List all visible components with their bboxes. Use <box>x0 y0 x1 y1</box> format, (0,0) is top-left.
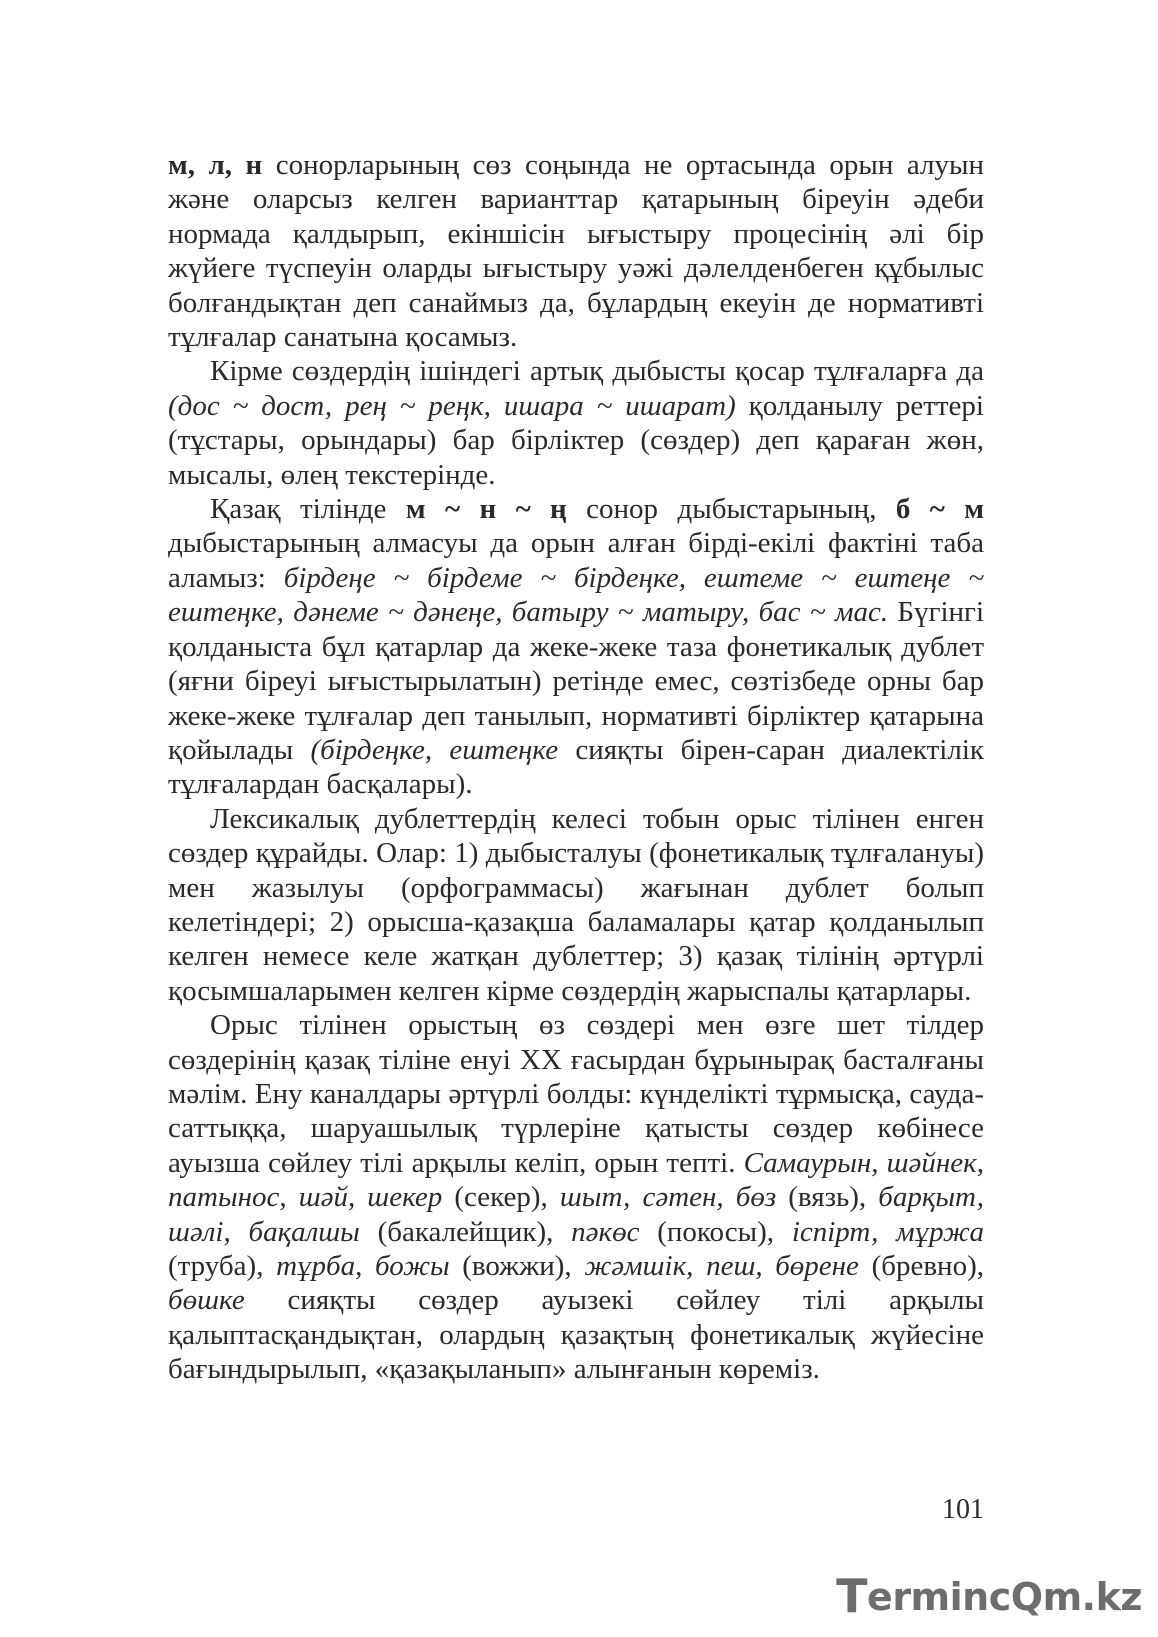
italic-text: (бірдеңке, ештеңке <box>310 733 559 766</box>
watermark-text: m.kz <box>1042 1575 1142 1619</box>
page-number: 101 <box>942 1494 984 1525</box>
text-run: Қазақ тілінде <box>210 493 406 526</box>
paragraph-2 <box>168 354 984 492</box>
italic-text: бірдеңе ~ бірдеме ~ бірдеңке, ештеме ~ ештеңе ~ ештеңке, дәнеме ~ дәнеңе, батыру ~ матыру, бас ~ мас. <box>168 561 985 629</box>
italic-text: Самаурын, шәйнек, патынос, шәй, шекер <box>168 1146 984 1214</box>
text-run: сонорларының сөз соңында не ортасында орын алуын және оларсыз келген варианттар қатарының біреуін әдеби нормада қалдырып, екіншісін ығыстыру процесінің әлі бір жүйеге түспеуін оларды ығыстыру уәжі дәлелденбеген құбылыс болғандықтан деп санаймыз да, бұлардың екеуін де нормативті тұлғалар санатына қосамыз. <box>168 149 984 354</box>
bold-text: б ~ м <box>895 493 984 526</box>
text-run: (секер), <box>442 1181 560 1214</box>
italic-text: барқыт, шәлі, бақалшы <box>168 1181 984 1248</box>
italic-text: тұрба, божы <box>276 1250 450 1282</box>
bold-text: м ~ н ~ ң <box>405 493 567 526</box>
text-run: сияқты сөздер ауызекі сөйлеу тілі арқылы қалыптасқандықтан, олардың қазақтың фонетикалық жүйесіне бағындырылып, «қазақыланып» алынғанын көреміз. <box>168 1284 984 1386</box>
italic-text: шыт, сәтен, бөз <box>559 1181 777 1214</box>
paragraph-3 <box>168 492 984 802</box>
text-run: сонор дыбыстарының, <box>566 493 896 526</box>
text-run: (покосы), <box>639 1215 792 1248</box>
text-run: Бүгінгі қолданыста бұл қатарлар да жеке-жеке таза фонетикалық дублет (яғни біреуі ығыстырылатын) ретінде емес, сөзтізбеде орны бар жеке-жеке тұлғалар деп танылып, нормативті бірліктер қатарына қойылады <box>168 596 985 766</box>
italic-text: іспірт, мұржа <box>791 1215 984 1248</box>
text-run: (вожжи), <box>449 1250 585 1282</box>
paragraph-4 <box>168 802 984 1008</box>
italic-text: (дос ~ дост, рең ~ реңк, ишара ~ ишарат) <box>168 389 736 422</box>
watermark-magnifier-letter: Q <box>1010 1575 1043 1619</box>
text-run: (труба), <box>168 1250 277 1282</box>
paragraph-1 <box>168 148 984 354</box>
text-run: сияқты бірен-саран диалектілік тұлғалардан басқалары). <box>168 733 984 801</box>
page-body <box>168 148 984 1387</box>
italic-text: бөшке <box>168 1284 245 1317</box>
italic-text: пәкөс <box>571 1215 640 1248</box>
text-run: Кірме сөздердің ішіндегі артық дыбысты қосар тұлғаларға да <box>210 355 984 388</box>
bold-text: м, л, н <box>168 149 263 181</box>
text-run: (бревно), <box>858 1250 984 1282</box>
text-run: Орыс тілінен орыстың өз сөздері мен өзге шет тілдер сөздерінің қазақ тіліне енуі XX ғасырдан бұрынырақ басталғаны мәлім. Ену каналдары әртүрлі болды: күнделікті тұрмысқа, сауда-саттыққа, шаруашылық түрлеріне қатысты сөздер көбінесе ауызша сөйлеу тілі арқылы келіп, орын тепті. <box>168 1009 984 1179</box>
watermark-text: erminc <box>867 1575 1011 1619</box>
watermark-logo <box>836 1569 1142 1623</box>
watermark-letter: T <box>836 1569 868 1623</box>
text-run: Лексикалық дублеттердің келесі тобын орыс тілінен енген сөздер құрайды. Олар: 1) дыбысталуы (фонетикалық тұлғалануы) мен жазылуы (орфограммасы) жағынан дублет болып келетіндері; 2) орысша-қазақша баламалары қатар қолданылып келген немесе келе жатқан дублеттер; 3) қазақ тілінің әртүрлі қосымшаларымен келген кірме сөздердің жарыспалы қатарлары. <box>168 802 984 1007</box>
text-run: (бакалейщик), <box>359 1215 572 1248</box>
paragraph-5 <box>168 1008 984 1386</box>
text-run: қолданылу реттері (тұстары, орындары) бар бірліктер (сөздер) деп қараған жөн, мысалы, өлең текстерінде. <box>168 389 984 491</box>
italic-text: жәмшік, пеш, бөрене <box>584 1250 859 1282</box>
text-run: дыбыстарының алмасуы да орын алған бірді-екілі фактіні таба аламыз: <box>168 527 984 594</box>
text-run: (вязь), <box>776 1181 879 1214</box>
